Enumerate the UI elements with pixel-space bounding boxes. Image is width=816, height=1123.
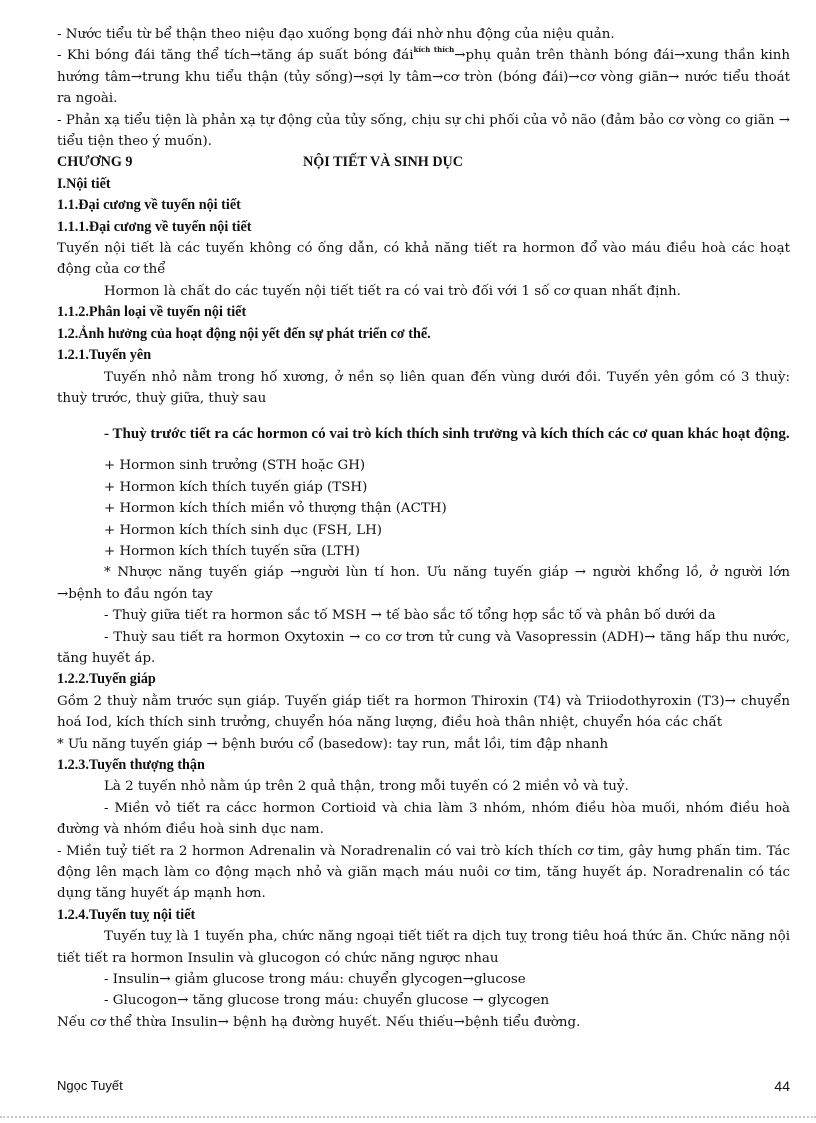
chapter-number: CHƯƠNG 9 — [57, 154, 133, 171]
bladder-reflex-text-start: - Khi bóng đái tăng thể tích→tăng áp suất bóng đái — [57, 48, 414, 64]
footer-divider — [0, 1116, 816, 1120]
paragraph-posterior-lobe: - Thuỳ sau tiết ra hormon Oxytoxin → co cơ trơn tử cung và Vasopressin (ADH)→ tăng hấp thu nước, tăng huyết áp. — [57, 629, 790, 666]
document-page — [57, 24, 790, 1033]
list-item: + Hormon kích thích miền vỏ thượng thận (ACTH) — [104, 501, 447, 517]
chapter-title: NỘI TIẾT VÀ SINH DỤC — [303, 154, 464, 171]
paragraph-anterior-lobe: - Thuỳ trước tiết ra các hormon có vai trò kích thích sinh trưởng và kích thích các cơ quan khác hoạt động. — [104, 426, 790, 443]
heading-1-1-2: 1.1.2.Phân loại về tuyến nội tiết — [57, 304, 247, 321]
paragraph-thyroid-desc: Gồm 2 thuỳ nằm trước sụn giáp. Tuyến giáp tiết ra hormon Thiroxin (T4) và Triiodothyroxin (T3)→ chuyển hoá Iod, kích thích sinh trưởng, chuyển hóa năng lượng, điều hoà thân nhiệt, chuyển hóa các chất — [57, 693, 790, 731]
heading-1-2-1: 1.2.1.Tuyến yên — [57, 347, 152, 364]
paragraph-insulin-disease: Nếu cơ thể thừa Insulin→ bệnh hạ đường huyết. Nếu thiếu→bệnh tiểu đường. — [57, 1014, 581, 1030]
paragraph-bladder-reflex — [57, 45, 790, 109]
paragraph-glucogon: - Glucogon→ tăng glucose trong máu: chuyển glucose → glycogen — [104, 993, 550, 1009]
paragraph-urine-flow: - Nước tiểu từ bể thận theo niệu đạo xuống bọng đái nhờ nhu động của niệu quản. — [57, 27, 615, 42]
spacer — [57, 409, 790, 423]
list-item: + Hormon kích thích tuyến giáp (TSH) — [104, 479, 368, 495]
paragraph-adrenal-cortex: - Miền vỏ tiết ra cácc hormon Cortioid và chia làm 3 nhóm, nhóm điều hòa muối, nhóm điều hoà đường và nhóm điều hoà sinh dục nam. — [57, 800, 790, 838]
chapter-heading — [57, 152, 790, 173]
list-item: + Hormon kích thích sinh dục (FSH, LH) — [104, 522, 382, 538]
heading-1-2-2: 1.2.2.Tuyến giáp — [57, 671, 156, 688]
paragraph-adrenal-intro: Là 2 tuyến nhỏ nằm úp trên 2 quả thận, trong mỗi tuyến có 2 miền vỏ và tuỷ. — [104, 779, 629, 795]
paragraph-hyperthyroid: * Ưu năng tuyến giáp → bệnh bướu cổ (basedow): tay run, mắt lồi, tim đập nhanh — [57, 736, 609, 752]
page-number: 44 — [774, 1078, 790, 1094]
list-item: + Hormon sinh trưởng (STH hoặc GH) — [104, 458, 366, 474]
paragraph-thyroid-note: * Nhược năng tuyến giáp →người lùn tí hon. Ưu năng tuyến giáp → người khổng lồ, ở người lớn →bệnh to đầu ngón tay — [57, 565, 790, 602]
page-footer — [57, 1078, 790, 1094]
heading-noi-tiet: I.Nội tiết — [57, 175, 111, 192]
bladder-reflex-text-end: →phụ quản trên thành bóng đái→xung thần kinh hướng tâm→trung khu tiểu thận (tủy sống)→sợi ly tâm→cơ tròn (bóng đái)→cơ vòng giãn→ nước tiểu thoát ra ngoài. — [57, 48, 790, 107]
paragraph-middle-lobe: - Thuỳ giữa tiết ra hormon sắc tố MSH → tế bào sắc tố tổng hợp sắc tố và phân bố dưới da — [104, 608, 716, 624]
spacer — [57, 445, 790, 455]
paragraph-urination-reflex: - Phản xạ tiểu tiện là phản xạ tự động của tủy sống, chịu sự chi phối của vỏ não (đảm bảo cơ vòng co giãn → tiểu tiện theo ý muốn). — [57, 112, 790, 150]
stimulus-superscript: kích thích — [413, 45, 455, 55]
paragraph-pituitary-intro: Tuyến nhỏ nằm trong hố xương, ở nền sọ liên quan đến vùng dưới đồi. Tuyến yên gồm có 3 thuỳ: thuỳ trước, thuỳ giữa, thuỳ sau — [57, 369, 790, 406]
heading-1-2-4: 1.2.4.Tuyến tuỵ nội tiết — [57, 906, 196, 923]
paragraph-pancreas-intro: Tuyến tuỵ là 1 tuyến pha, chức năng ngoại tiết tiết ra dịch tuỵ trong tiêu hoá thức ăn. Chức năng nội tiết tiết ra hormon Insulin và glucogon có chức năng ngược nhau — [57, 929, 790, 966]
paragraph-adrenal-medulla: - Miền tuỷ tiết ra 2 hormon Adrenalin và Noradrenalin có vai trò kích thích cơ tim, gây hưng phấn tim. Tác động lên mạch làm co động mạch nhỏ và giãn mạch máu nuôi cơ tim, tăng huyết áp. Noradrenalin có tác dụng tăng huyết áp mạnh hơn. — [57, 843, 790, 902]
heading-1-1-1: 1.1.1.Đại cương về tuyến nội tiết — [57, 218, 252, 235]
heading-1-2: 1.2.Ảnh hưởng của hoạt động nội yết đến sự phát triển cơ thể. — [57, 325, 431, 342]
heading-1-2-3: 1.2.3.Tuyến thượng thận — [57, 757, 205, 773]
heading-1-1: 1.1.Đại cương về tuyến nội tiết — [57, 197, 241, 214]
paragraph-insulin: - Insulin→ giảm glucose trong máu: chuyển glycogen→glucose — [104, 972, 526, 988]
list-item: + Hormon kích thích tuyến sữa (LTH) — [104, 543, 360, 559]
paragraph-endocrine-definition: Tuyến nội tiết là các tuyến không có ống dẫn, có khả năng tiết ra hormon đổ vào máu điều hoà các hoạt động của cơ thể — [57, 241, 790, 278]
footer-author: Ngọc Tuyết — [57, 1078, 123, 1093]
paragraph-hormone-definition: Hormon là chất do các tuyến nội tiết tiết ra có vai trò đối với 1 số cơ quan nhất định. — [104, 283, 681, 299]
